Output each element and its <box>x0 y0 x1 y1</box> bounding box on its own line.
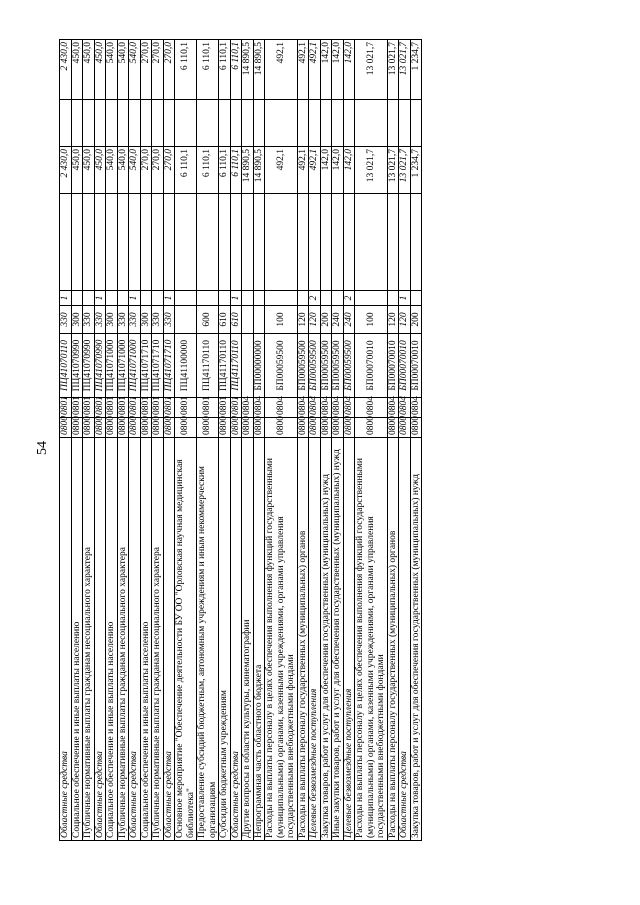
amount-change <box>230 100 242 147</box>
amount-change <box>343 100 355 147</box>
subsection-code: 0801 <box>60 398 72 418</box>
section-code: 0800 <box>83 418 95 438</box>
funding-source-code: 1 <box>129 291 141 306</box>
amount-change <box>83 100 95 147</box>
section-code: 0800 <box>410 418 422 438</box>
amount-empty <box>94 194 106 291</box>
section-code: 0800 <box>230 418 242 438</box>
amount-total: 6 110,1 <box>230 40 242 100</box>
amount-change <box>163 100 175 147</box>
amount-empty <box>71 194 83 291</box>
funding-source-code <box>387 291 399 306</box>
table-row <box>175 40 197 841</box>
target-item-code: БП00000000 <box>253 334 265 398</box>
section-code: 0800 <box>106 418 118 438</box>
amount-empty <box>106 194 118 291</box>
expense-type-code: 120 <box>309 306 321 334</box>
expense-type-code: 200 <box>320 306 332 334</box>
amount-total: 142,0 <box>332 40 344 100</box>
table-row <box>129 40 141 841</box>
amount: 142,0 <box>332 147 344 194</box>
amount-empty <box>219 194 231 291</box>
amount-empty <box>140 194 152 291</box>
target-item-code: ПЦ41071000 <box>106 334 118 398</box>
target-item-code <box>242 334 254 398</box>
table-row <box>106 40 118 841</box>
amount-total: 540,0 <box>129 40 141 100</box>
expense-type-code: 610 <box>219 306 231 334</box>
row-name: Областные средства <box>129 438 141 841</box>
amount-empty <box>175 194 197 291</box>
amount-change <box>242 100 254 147</box>
amount-empty <box>242 194 254 291</box>
funding-source-code: 2 <box>343 291 355 306</box>
section-code: 0800 <box>253 418 265 438</box>
subsection-code: 0801 <box>129 398 141 418</box>
amount-change <box>129 100 141 147</box>
expense-type-code: 300 <box>71 306 83 334</box>
section-code: 0800 <box>297 418 309 438</box>
funding-source-code <box>410 291 422 306</box>
target-item-code: БП00059500 <box>343 334 355 398</box>
section-code: 0800 <box>219 418 231 438</box>
table-row <box>253 40 265 841</box>
row-name: Областные средства <box>94 438 106 841</box>
target-item-code: БП00070010 <box>399 334 411 398</box>
target-item-code: ПЦ41100000 <box>175 334 197 398</box>
subsection-code: 0804 <box>399 398 411 418</box>
row-name: Предоставление субсидий бюджетным, автономным учреждениям и иным некоммерческим организациям <box>197 438 219 841</box>
amount-total: 540,0 <box>106 40 118 100</box>
amount-change <box>197 100 219 147</box>
target-item-code: БП00059500 <box>265 334 298 398</box>
amount: 13 021,7 <box>355 147 388 194</box>
table-row <box>83 40 95 841</box>
subsection-code: 0804 <box>387 398 399 418</box>
table-row <box>320 40 332 841</box>
row-name: Социальное обеспечение и иные выплаты населению <box>71 438 83 841</box>
section-code: 0800 <box>60 418 72 438</box>
amount-total: 13 021,7 <box>387 40 399 100</box>
funding-source-code <box>175 291 197 306</box>
amount: 492,1 <box>297 147 309 194</box>
target-item-code: БП00070010 <box>355 334 388 398</box>
row-name: Расходы на выплаты персоналу в целях обеспечения выполнения функций государственными (муниципальными) органами, казенными учреждениями, органами управления государственными внебюджетными фондами <box>265 438 298 841</box>
expense-type-code: 330 <box>163 306 175 334</box>
expense-type-code: 300 <box>140 306 152 334</box>
amount-total: 142,0 <box>343 40 355 100</box>
row-name: Областные средства <box>399 438 411 841</box>
table-row <box>242 40 254 841</box>
funding-source-code <box>332 291 344 306</box>
amount: 14 890,5 <box>242 147 254 194</box>
funding-source-code: 1 <box>60 291 72 306</box>
amount: 142,0 <box>320 147 332 194</box>
table-row <box>117 40 129 841</box>
table-row <box>309 40 321 841</box>
row-name: Областные средства <box>163 438 175 841</box>
subsection-code: 0801 <box>140 398 152 418</box>
amount-total: 6 110,1 <box>175 40 197 100</box>
funding-source-code <box>117 291 129 306</box>
amount: 6 110,1 <box>219 147 231 194</box>
amount-empty <box>297 194 309 291</box>
funding-source-code: 1 <box>163 291 175 306</box>
subsection-code: 0804 <box>265 398 298 418</box>
subsection-code: 0804 <box>355 398 388 418</box>
table-row <box>197 40 219 841</box>
amount-empty <box>387 194 399 291</box>
row-name: Целевые безвозмездные поступления <box>309 438 321 841</box>
amount: 450,0 <box>71 147 83 194</box>
amount: 450,0 <box>83 147 95 194</box>
funding-source-code: 1 <box>399 291 411 306</box>
amount-change <box>106 100 118 147</box>
target-item-code: ПЦ41070990 <box>71 334 83 398</box>
amount: 270,0 <box>163 147 175 194</box>
amount-empty <box>152 194 164 291</box>
subsection-code: 0804 <box>320 398 332 418</box>
amount-total: 14 890,5 <box>253 40 265 100</box>
subsection-code: 0801 <box>106 398 118 418</box>
amount-empty <box>197 194 219 291</box>
table-row <box>399 40 411 841</box>
amount-change <box>399 100 411 147</box>
expense-type-code: 240 <box>332 306 344 334</box>
section-code: 0800 <box>332 418 344 438</box>
subsection-code: 0801 <box>152 398 164 418</box>
expense-type-code: 120 <box>399 306 411 334</box>
row-name: Расходы на выплаты персоналу государственных (муниципальных) органов <box>387 438 399 841</box>
amount: 270,0 <box>140 147 152 194</box>
budget-table <box>59 39 422 841</box>
amount-change <box>320 100 332 147</box>
amount-change <box>355 100 388 147</box>
budget-table-body <box>60 40 422 841</box>
amount-total: 13 021,7 <box>399 40 411 100</box>
amount-total: 2 430,0 <box>60 40 72 100</box>
amount: 492,1 <box>265 147 298 194</box>
amount-change <box>94 100 106 147</box>
section-code: 0800 <box>242 418 254 438</box>
table-row <box>355 40 388 841</box>
subsection-code: 0801 <box>71 398 83 418</box>
table-row <box>152 40 164 841</box>
funding-source-code <box>355 291 388 306</box>
section-code: 0800 <box>71 418 83 438</box>
amount-change <box>410 100 422 147</box>
expense-type-code: 120 <box>387 306 399 334</box>
target-item-code: ПЦ41070990 <box>94 334 106 398</box>
expense-type-code: 330 <box>83 306 95 334</box>
amount-empty <box>320 194 332 291</box>
amount: 6 110,1 <box>230 147 242 194</box>
amount-total: 270,0 <box>140 40 152 100</box>
expense-type-code: 100 <box>355 306 388 334</box>
section-code: 0800 <box>197 418 219 438</box>
amount-empty <box>355 194 388 291</box>
target-item-code: БП00070010 <box>387 334 399 398</box>
section-code: 0800 <box>309 418 321 438</box>
row-name: Непрограммная часть областного бюджета <box>253 438 265 841</box>
subsection-code: 0801 <box>175 398 197 418</box>
amount-change <box>387 100 399 147</box>
row-name: Расходы на выплаты персоналу государственных (муниципальных) органов <box>297 438 309 841</box>
amount-empty <box>343 194 355 291</box>
target-item-code: ПЦ41071710 <box>163 334 175 398</box>
amount-change <box>309 100 321 147</box>
amount-empty <box>332 194 344 291</box>
subsection-code: 0801 <box>83 398 95 418</box>
table-row <box>163 40 175 841</box>
row-name: Расходы на выплаты персоналу в целях обеспечения выполнения функций государственными (муниципальными) органами, казенными учреждениями, органами управления государственными внебюджетными фондами <box>355 438 388 841</box>
amount-total: 13 021,7 <box>355 40 388 100</box>
funding-source-code <box>219 291 231 306</box>
expense-type-code: 300 <box>106 306 118 334</box>
funding-source-code <box>106 291 118 306</box>
amount: 6 110,1 <box>197 147 219 194</box>
target-item-code: ПЦ41070990 <box>83 334 95 398</box>
expense-type-code: 100 <box>265 306 298 334</box>
amount: 540,0 <box>129 147 141 194</box>
section-code: 0800 <box>343 418 355 438</box>
amount: 540,0 <box>106 147 118 194</box>
row-name: Субсидии бюджетным учреждениям <box>219 438 231 841</box>
expense-type-code: 200 <box>410 306 422 334</box>
section-code: 0800 <box>94 418 106 438</box>
amount-change <box>219 100 231 147</box>
subsection-code: 0804 <box>242 398 254 418</box>
funding-source-code <box>140 291 152 306</box>
amount-total: 142,0 <box>320 40 332 100</box>
section-code: 0800 <box>152 418 164 438</box>
target-item-code: ПЦ41170110 <box>197 334 219 398</box>
table-row <box>343 40 355 841</box>
amount: 14 890,5 <box>253 147 265 194</box>
target-item-code: БП00059500 <box>332 334 344 398</box>
row-name: Публичные нормативные выплаты гражданам несоциального характера <box>117 438 129 841</box>
section-code: 0800 <box>265 418 298 438</box>
amount-total: 492,1 <box>265 40 298 100</box>
funding-source-code <box>242 291 254 306</box>
section-code: 0800 <box>175 418 197 438</box>
target-item-code: БП00070010 <box>410 334 422 398</box>
funding-source-code: 1 <box>94 291 106 306</box>
expense-type-code: 330 <box>94 306 106 334</box>
expense-type-code <box>242 306 254 334</box>
rotated-table-container <box>59 40 597 841</box>
amount-change <box>152 100 164 147</box>
amount-total: 492,1 <box>297 40 309 100</box>
amount-total: 1 234,7 <box>410 40 422 100</box>
subsection-code: 0804 <box>343 398 355 418</box>
amount-empty <box>309 194 321 291</box>
amount: 450,0 <box>94 147 106 194</box>
expense-type-code: 330 <box>117 306 129 334</box>
amount-change <box>265 100 298 147</box>
amount-change <box>332 100 344 147</box>
subsection-code: 0801 <box>117 398 129 418</box>
row-name: Областные средства <box>230 438 242 841</box>
amount-empty <box>60 194 72 291</box>
table-row <box>140 40 152 841</box>
funding-source-code: 1 <box>230 291 242 306</box>
amount-empty <box>129 194 141 291</box>
expense-type-code <box>253 306 265 334</box>
amount: 270,0 <box>152 147 164 194</box>
amount: 492,1 <box>309 147 321 194</box>
subsection-code: 0804 <box>253 398 265 418</box>
table-row <box>387 40 399 841</box>
section-code: 0800 <box>320 418 332 438</box>
expense-type-code: 330 <box>60 306 72 334</box>
subsection-code: 0801 <box>94 398 106 418</box>
amount-total: 450,0 <box>71 40 83 100</box>
expense-type-code: 330 <box>152 306 164 334</box>
row-name: Социальное обеспечение и иные выплаты населению <box>106 438 118 841</box>
row-name: Публичные нормативные выплаты гражданам несоциального характера <box>83 438 95 841</box>
amount: 1 234,7 <box>410 147 422 194</box>
row-name: Закупка товаров, работ и услуг для обеспечения государственных (муниципальных) нужд <box>320 438 332 841</box>
amount-change <box>60 100 72 147</box>
funding-source-code <box>152 291 164 306</box>
section-code: 0800 <box>355 418 388 438</box>
amount-empty <box>265 194 298 291</box>
target-item-code: ПЦ41071000 <box>129 334 141 398</box>
target-item-code: ПЦ41071000 <box>117 334 129 398</box>
amount-change <box>71 100 83 147</box>
amount-empty <box>410 194 422 291</box>
amount-empty <box>230 194 242 291</box>
section-code: 0800 <box>129 418 141 438</box>
row-name: Основное мероприятие "Обеспечение деятельности БУ ОО "Орловская научная медицинская библиотека" <box>175 438 197 841</box>
row-name: Социальное обеспечение и иные выплаты населению <box>140 438 152 841</box>
amount-total: 540,0 <box>117 40 129 100</box>
amount-empty <box>253 194 265 291</box>
subsection-code: 0801 <box>219 398 231 418</box>
amount: 13 021,7 <box>399 147 411 194</box>
subsection-code: 0804 <box>309 398 321 418</box>
table-row <box>60 40 72 841</box>
expense-type-code: 610 <box>230 306 242 334</box>
expense-type-code: 120 <box>297 306 309 334</box>
section-code: 0800 <box>140 418 152 438</box>
expense-type-code: 330 <box>129 306 141 334</box>
amount-total: 450,0 <box>94 40 106 100</box>
subsection-code: 0804 <box>297 398 309 418</box>
page-number: 54 <box>35 441 50 455</box>
subsection-code: 0801 <box>197 398 219 418</box>
section-code: 0800 <box>399 418 411 438</box>
funding-source-code <box>71 291 83 306</box>
funding-source-code: 2 <box>309 291 321 306</box>
row-name: Другие вопросы в области культуры, кинематографии <box>242 438 254 841</box>
table-row <box>219 40 231 841</box>
expense-type-code: 600 <box>197 306 219 334</box>
amount-empty <box>117 194 129 291</box>
funding-source-code <box>297 291 309 306</box>
amount-total: 450,0 <box>83 40 95 100</box>
amount-change <box>253 100 265 147</box>
amount: 142,0 <box>343 147 355 194</box>
subsection-code: 0801 <box>230 398 242 418</box>
amount: 6 110,1 <box>175 147 197 194</box>
subsection-code: 0801 <box>163 398 175 418</box>
funding-source-code <box>83 291 95 306</box>
amount-change <box>297 100 309 147</box>
target-item-code: ПЦ41071710 <box>152 334 164 398</box>
target-item-code: ПЦ41170110 <box>219 334 231 398</box>
amount-change <box>140 100 152 147</box>
row-name: Иные закупки товаров, работ и услуг для обеспечения государственных (муниципальных) нужд <box>332 438 344 841</box>
section-code: 0800 <box>387 418 399 438</box>
amount-total: 6 110,1 <box>197 40 219 100</box>
amount-empty <box>399 194 411 291</box>
amount-empty <box>83 194 95 291</box>
subsection-code: 0804 <box>410 398 422 418</box>
amount-total: 270,0 <box>152 40 164 100</box>
expense-type-code <box>175 306 197 334</box>
funding-source-code <box>197 291 219 306</box>
table-row <box>332 40 344 841</box>
amount-total: 492,1 <box>309 40 321 100</box>
amount: 540,0 <box>117 147 129 194</box>
amount-change <box>117 100 129 147</box>
row-name: Закупка товаров, работ и услуг для обеспечения государственных (муниципальных) нужд <box>410 438 422 841</box>
amount-empty <box>163 194 175 291</box>
target-item-code: ПЦ41071710 <box>140 334 152 398</box>
funding-source-code <box>253 291 265 306</box>
amount-total: 6 110,1 <box>219 40 231 100</box>
table-row <box>410 40 422 841</box>
funding-source-code <box>265 291 298 306</box>
target-item-code: БП00059500 <box>297 334 309 398</box>
row-name: Целевые безвозмездные поступления <box>343 438 355 841</box>
table-row <box>230 40 242 841</box>
target-item-code: БП00059500 <box>320 334 332 398</box>
amount-total: 14 890,5 <box>242 40 254 100</box>
amount: 13 021,7 <box>387 147 399 194</box>
section-code: 0800 <box>163 418 175 438</box>
table-row <box>297 40 309 841</box>
table-row <box>71 40 83 841</box>
target-item-code: БП00059500 <box>309 334 321 398</box>
amount-total: 270,0 <box>163 40 175 100</box>
row-name: Публичные нормативные выплаты гражданам несоциального характера <box>152 438 164 841</box>
amount: 2 430,0 <box>60 147 72 194</box>
target-item-code: ПЦ41070110 <box>60 334 72 398</box>
expense-type-code: 240 <box>343 306 355 334</box>
subsection-code: 0804 <box>332 398 344 418</box>
target-item-code: ПЦ41170110 <box>230 334 242 398</box>
amount-change <box>175 100 197 147</box>
funding-source-code <box>320 291 332 306</box>
row-name: Областные средства <box>60 438 72 841</box>
table-row <box>265 40 298 841</box>
table-row <box>94 40 106 841</box>
section-code: 0800 <box>117 418 129 438</box>
